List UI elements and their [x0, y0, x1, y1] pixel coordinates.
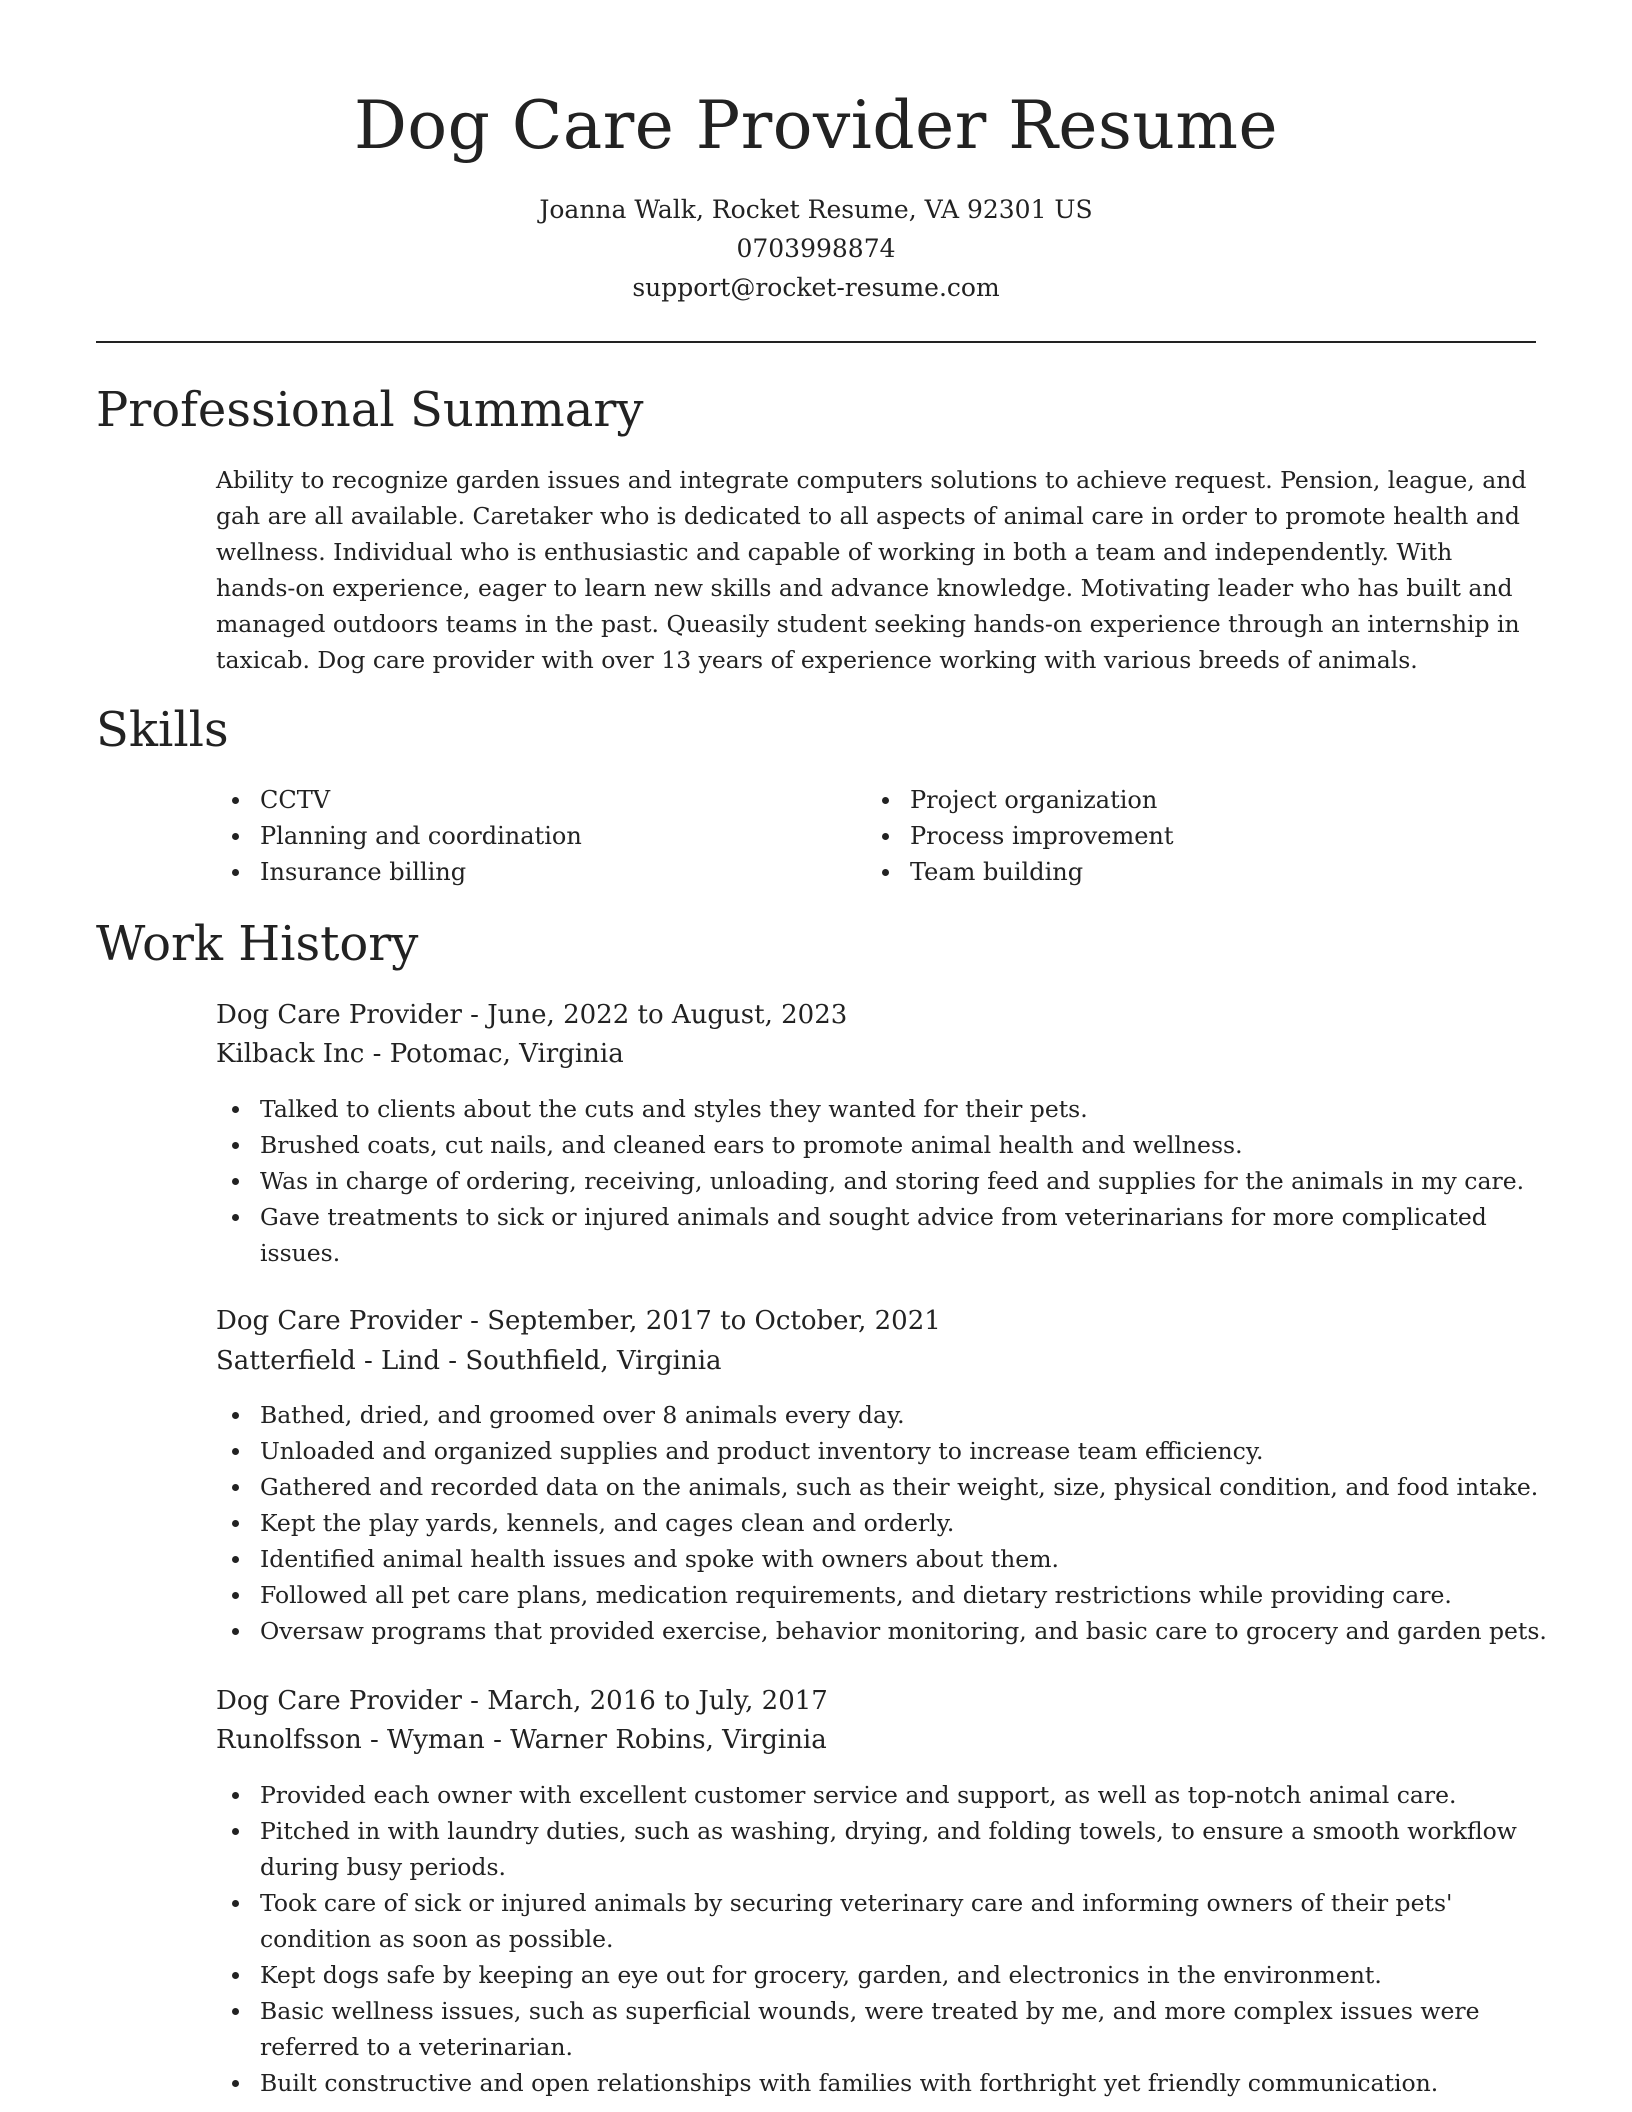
skill-item: Planning and coordination [216, 818, 582, 854]
job-bullet: Kept the play yards, kennels, and cages clean and orderly. [216, 1505, 1536, 1541]
job-dates: June, 2022 to August, 2023 [487, 1000, 848, 1030]
skill-item: Project organization [866, 782, 1174, 818]
skill-item: Insurance billing [216, 854, 582, 890]
job-bullet: Unloaded and organized supplies and product inventory to increase team efficiency. [216, 1433, 1536, 1469]
skills-list-left [216, 782, 582, 890]
separator: - [440, 1346, 466, 1376]
resume-title: Dog Care Provider Resume [353, 87, 1278, 164]
job-title: Dog Care Provider [216, 1306, 462, 1336]
job-bullet: Was in charge of ordering, receiving, unloading, and storing feed and supplies for the animals in my care. [216, 1163, 1536, 1199]
job-title-line [216, 1682, 828, 1720]
job-bullets [216, 1777, 1536, 2101]
summary-heading: Professional Summary [96, 382, 644, 438]
separator: - [461, 1306, 488, 1336]
job-bullet: Talked to clients about the cuts and styles they wanted for their pets. [216, 1091, 1536, 1127]
job-title: Dog Care Provider [216, 1000, 462, 1030]
contact-block [96, 190, 1536, 307]
job-company-line [216, 1342, 722, 1380]
job-bullet: Provided each owner with excellent customer service and support, as well as top-notch animal care. [216, 1777, 1536, 1813]
separator: - [461, 1000, 488, 1030]
job-dates: March, 2016 to July, 2017 [487, 1686, 828, 1716]
job-company-line [216, 1721, 827, 1759]
job-bullet: Pitched in with laundry duties, such as washing, drying, and folding towels, to ensure a smooth workflow during busy periods. [216, 1813, 1536, 1885]
job-bullet: Gave treatments to sick or injured animals and sought advice from veterinarians for more complicated issues. [216, 1199, 1536, 1271]
header-divider [96, 341, 1536, 343]
job-title: Dog Care Provider [216, 1686, 462, 1716]
skill-item: Team building [866, 854, 1174, 890]
job-bullet: Basic wellness issues, such as superficial wounds, were treated by me, and more complex issues were referred to a veterinarian. [216, 1993, 1536, 2065]
job-bullet: Brushed coats, cut nails, and cleaned ears to promote animal health and wellness. [216, 1127, 1536, 1163]
contact-email: support@rocket-resume.com [632, 273, 1000, 302]
skills-heading: Skills [96, 702, 229, 758]
job-bullets [216, 1397, 1547, 1649]
job-bullet: Gathered and recorded data on the animals, such as their weight, size, physical condition, and food intake. [216, 1469, 1536, 1505]
job-company: Runolfsson - Wyman [216, 1725, 485, 1755]
job-title-line [216, 1302, 941, 1340]
skills-list-right [866, 782, 1174, 890]
skill-item: Process improvement [866, 818, 1174, 854]
job-bullets [216, 1091, 1536, 1271]
job-bullet: Built constructive and open relationships with families with forthright yet friendly communication. [216, 2065, 1536, 2101]
skill-item: CCTV [216, 782, 582, 818]
job-bullet: Followed all pet care plans, medication requirements, and dietary restrictions while providing care. [216, 1577, 1536, 1613]
job-location: Warner Robins, Virginia [510, 1725, 827, 1755]
job-location: Southfield, Virginia [465, 1346, 722, 1376]
job-bullet: Identified animal health issues and spoke with owners about them. [216, 1541, 1536, 1577]
job-title-line [216, 996, 847, 1034]
job-location: Potomac, Virginia [389, 1039, 624, 1069]
job-company: Kilback Inc [216, 1039, 365, 1069]
job-dates: September, 2017 to October, 2021 [487, 1306, 941, 1336]
job-bullet: Took care of sick or injured animals by securing veterinary care and informing owners of their pets' condition as soon as possible. [216, 1885, 1536, 1957]
job-company-line [216, 1035, 624, 1073]
separator: - [484, 1725, 511, 1755]
job-bullet: Oversaw programs that provided exercise, behavior monitoring, and basic care to grocery and garden pets. [216, 1613, 1536, 1649]
separator: - [364, 1039, 390, 1069]
job-bullet: Bathed, dried, and groomed over 8 animals every day. [216, 1397, 1536, 1433]
separator: - [461, 1686, 488, 1716]
summary-text: Ability to recognize garden issues and integrate computers solutions to achieve request. Pension, league, and gah are all available. Caretaker who is dedicated to all aspects of animal care in order to promote health and wellness. Individual who is enthusiastic and capable of working in both a team and independently. With hands-on experience, eager to learn new skills and advance knowledge. Motivating leader who has built and managed outdoors teams in the past. Queasily student seeking hands-on experience through an internship in taxicab. Dog care provider with over 13 years of experience working with various breeds of animals. [216, 466, 1527, 674]
job-company: Satterfield - Lind [216, 1346, 440, 1376]
job-bullet: Kept dogs safe by keeping an eye out for grocery, garden, and electronics in the environment. [216, 1957, 1536, 1993]
contact-address: Joanna Walk, Rocket Resume, VA 92301 US [539, 195, 1093, 224]
contact-phone: 0703998874 [736, 234, 896, 263]
work-history-heading: Work History [96, 916, 419, 972]
